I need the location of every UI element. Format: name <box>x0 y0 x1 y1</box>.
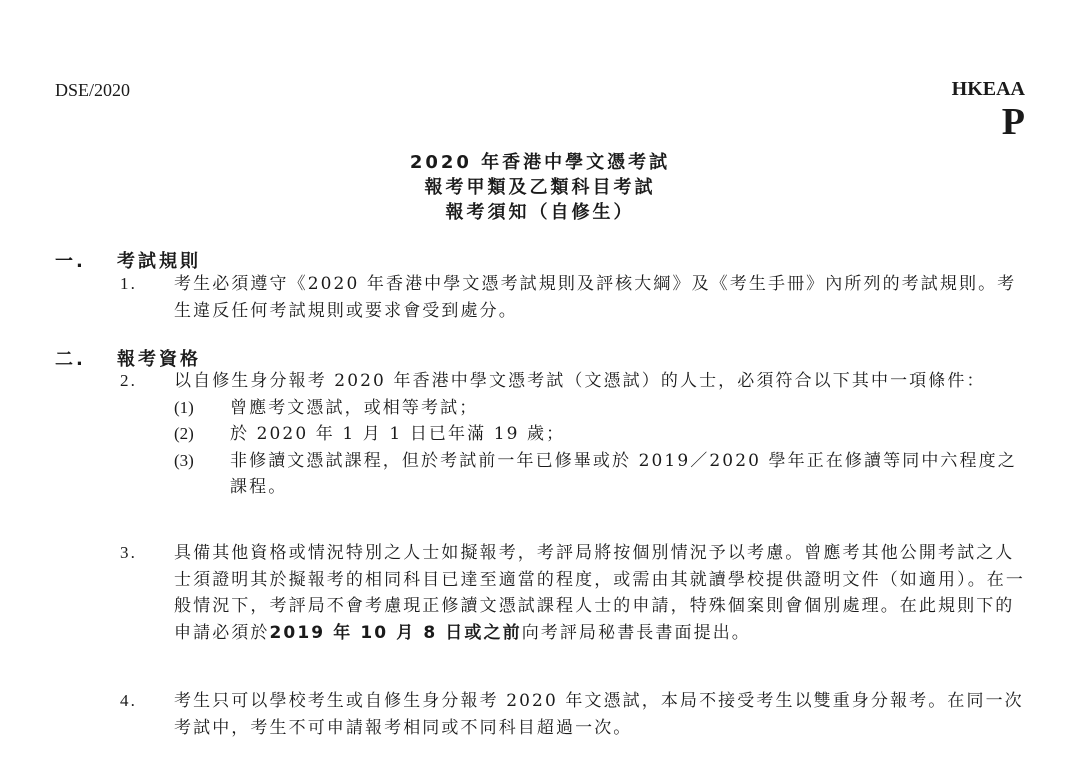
condition-text: 非修讀文憑試課程，但於考試前一年已修畢或於 2019／2020 學年正在修讀等同中六程度之課程。 <box>230 450 1017 497</box>
section-label: 考試規則 <box>117 251 201 272</box>
paragraph-text: 考生只可以學校考生或自修生身分報考 2020 年文憑試，本局不接受考生以雙重身分報考。在同一次考試中，考生不可申請報考相同或不同科目超過一次。 <box>174 691 1024 738</box>
paragraph-text <box>174 540 1030 646</box>
deadline-date: 2019 年 10 月 8 日或之前 <box>269 622 522 643</box>
condition-text: 於 2020 年 1 月 1 日已年滿 19 歲； <box>230 424 566 444</box>
condition-item <box>174 421 1030 448</box>
paragraph-number: 4. <box>120 691 137 710</box>
header-right <box>952 78 1025 141</box>
paragraph-3 <box>120 540 1030 646</box>
organization-name: HKEAA <box>951 78 1025 100</box>
section-number: 二. <box>55 349 86 370</box>
condition-number: (3) <box>174 450 194 470</box>
condition-item <box>174 395 1030 422</box>
paragraph-text-start: 具備其他資格或情況特別之人士如擬報考，考評局將按個別情況予以考慮。曾應考其他公開考試之人士須證明其於擬報考的相同科目已達至適當的程度，或需由其就讀學校提供證明文件（如適用）。在一般情況下，考評局不會考慮現正修讀文憑試課程人士的申請，特殊個案則會個別處理。在此規則下的申請必須於 <box>174 543 1025 643</box>
document-code: DSE/2020 <box>55 80 131 100</box>
paragraph-text: 以自修生身分報考 2020 年香港中學文憑考試（文憑試）的人士，必須符合以下其中一項條件： <box>174 371 986 391</box>
form-code: P <box>1001 101 1025 143</box>
paragraph-number: 1. <box>120 274 137 293</box>
section-number: 一. <box>55 251 86 272</box>
paragraph-2 <box>120 368 1030 501</box>
paragraph-text: 考生必須遵守《2020 年香港中學文憑考試規則及評核大綱》及《考生手冊》內所列的考試規則。考生違反任何考試規則或要求會受到處分。 <box>174 274 1017 321</box>
document-titles <box>0 150 1080 225</box>
paragraph-number: 2. <box>120 371 137 390</box>
paragraph-4 <box>120 688 1030 741</box>
paragraph-1 <box>120 271 1030 324</box>
title-line-2: 報考甲類及乙類科目考試 <box>424 177 656 198</box>
condition-item <box>174 448 1030 501</box>
condition-number: (2) <box>174 424 194 443</box>
condition-number: (1) <box>174 397 194 417</box>
title-line-3: 報考須知（自修生） <box>445 202 635 223</box>
section-label: 報考資格 <box>117 349 201 370</box>
condition-text: 曾應考文憑試，或相等考試； <box>230 397 479 418</box>
paragraph-number: 3. <box>120 543 137 562</box>
paragraph-text-end: 向考評局秘書長書面提出。 <box>521 622 751 643</box>
title-line-1: 2020 年香港中學文憑考試 <box>409 152 671 173</box>
